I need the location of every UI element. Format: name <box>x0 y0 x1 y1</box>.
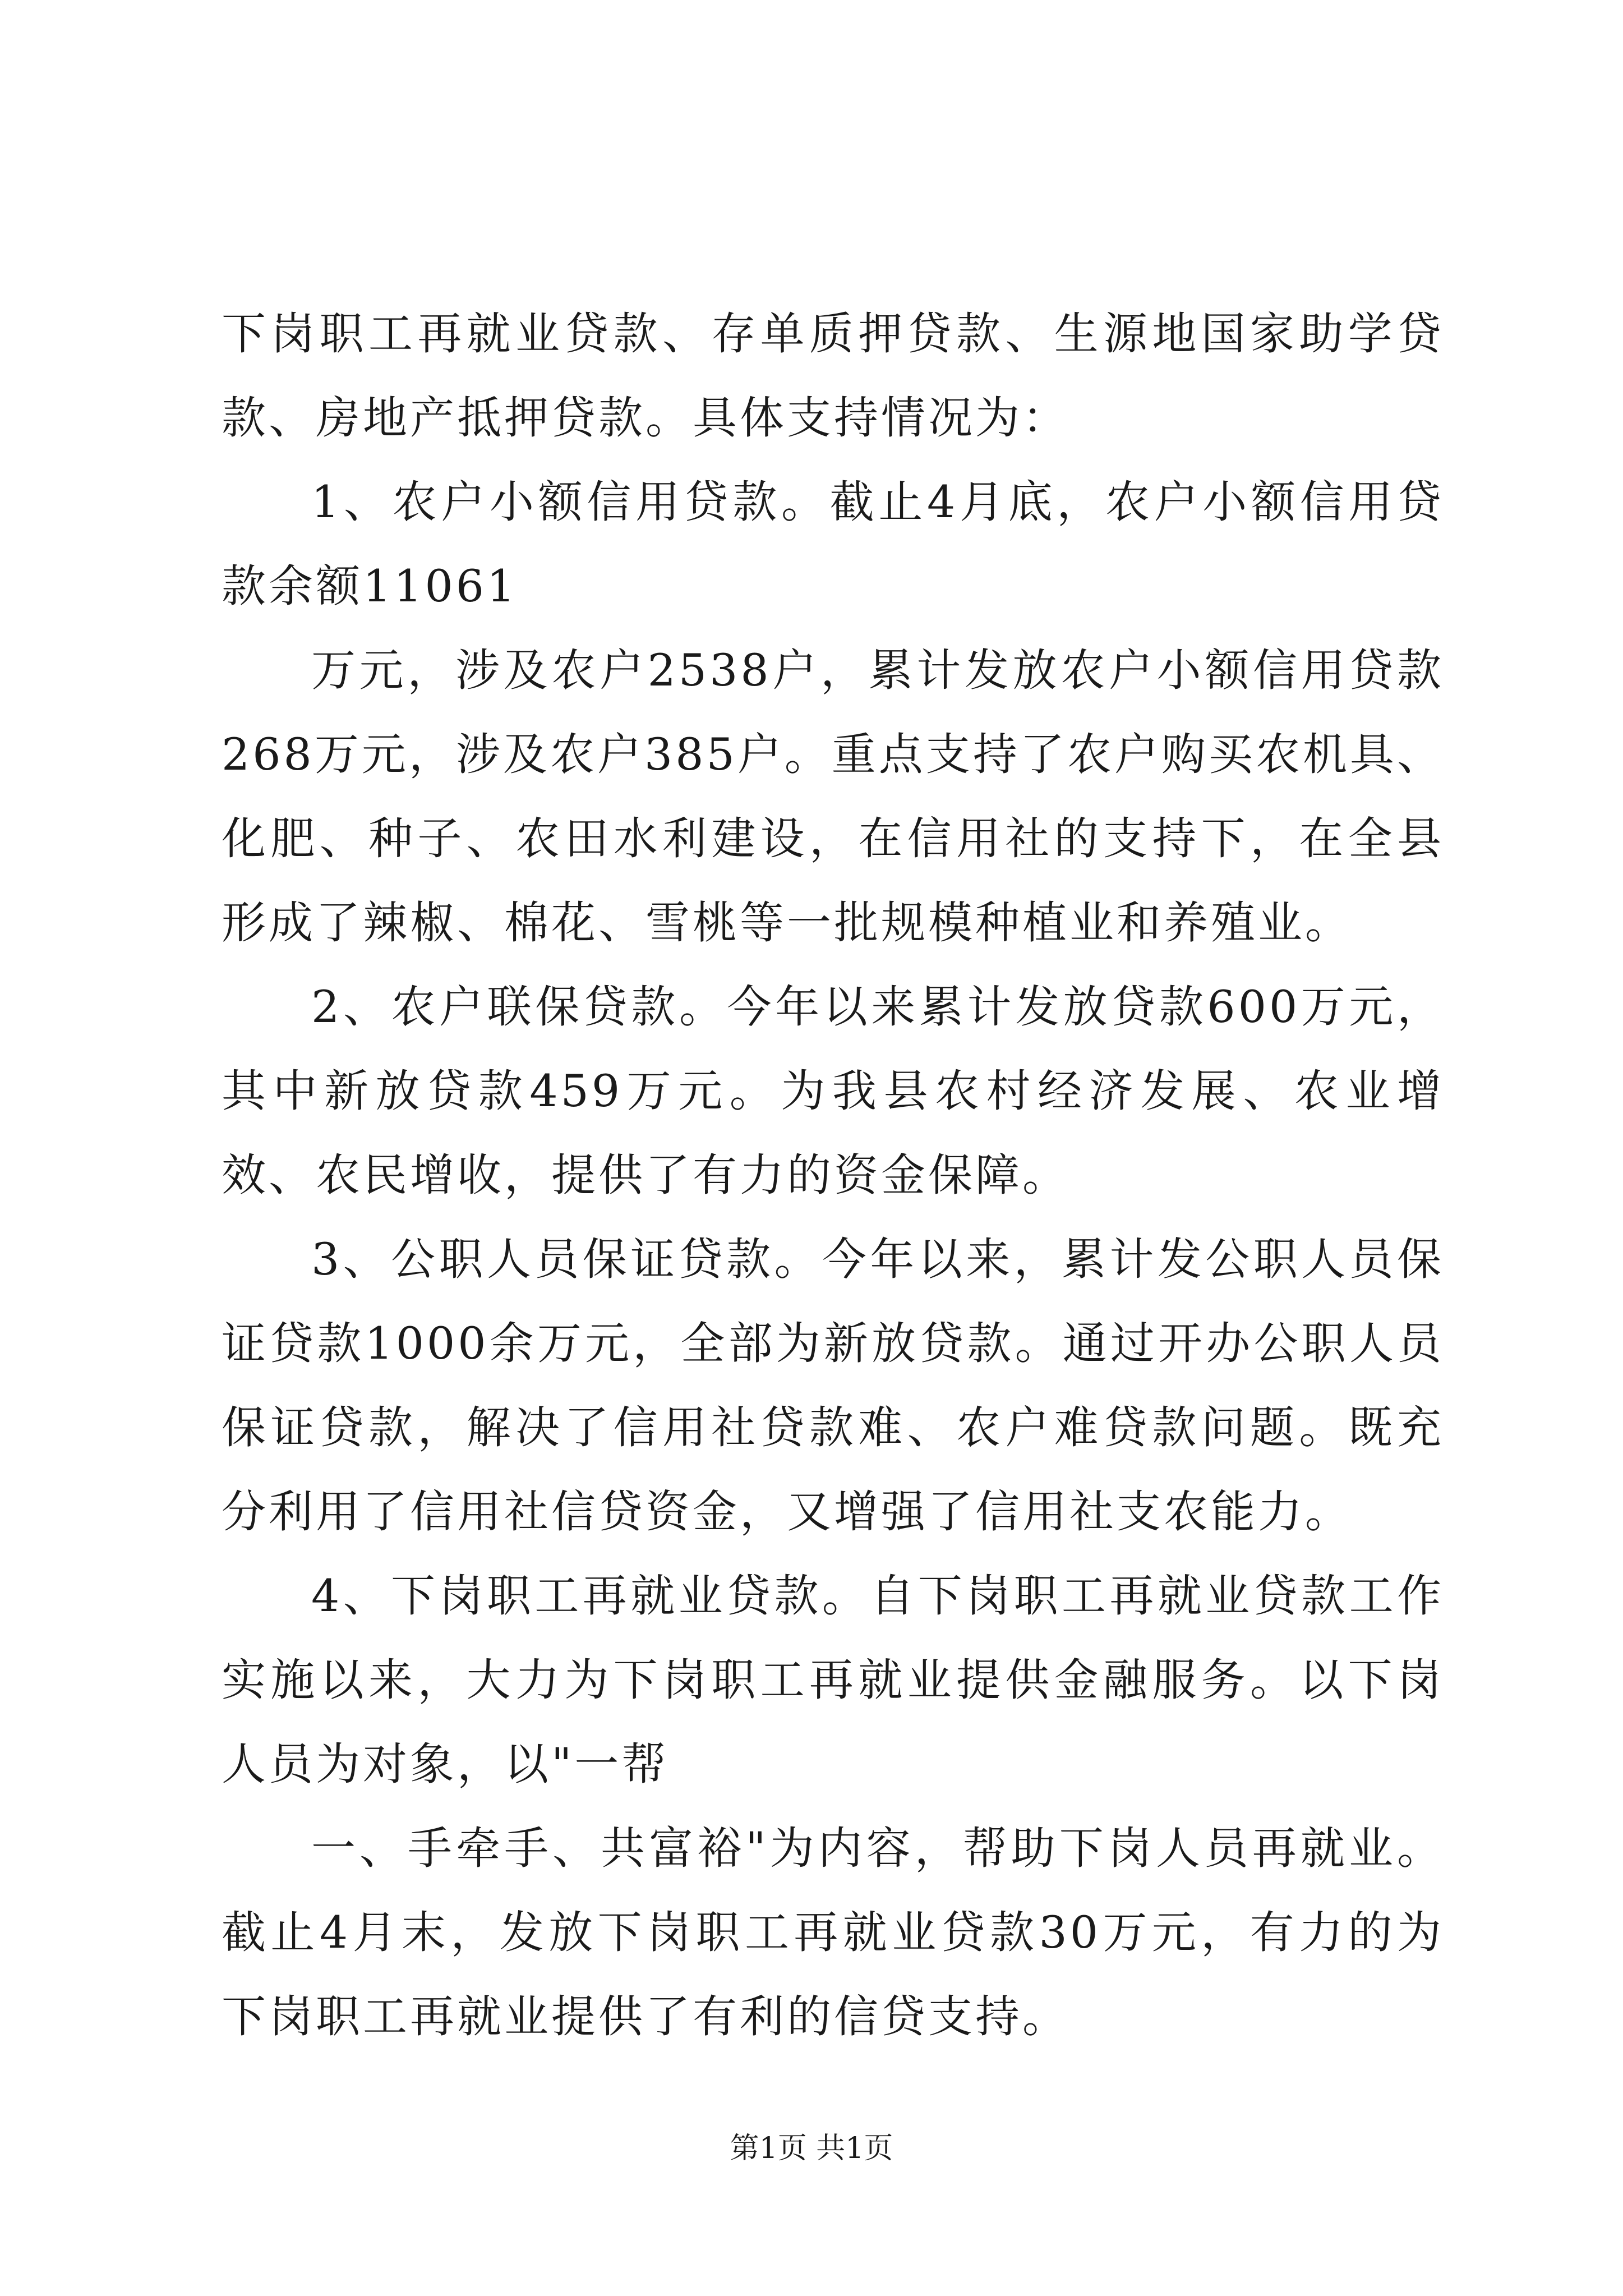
paragraph-item-2: 2、农户联保贷款。今年以来累计发放贷款600万元，其中新放贷款459万元。为我县农村经济发展、农业增效、农民增收，提供了有力的资金保障。 <box>222 981 1444 1201</box>
paragraph-item-1: 1、农户小额信用贷款。截止4月底，农户小额信用贷款余额11061 <box>222 476 1444 612</box>
paragraph-item-3: 3、公职人员保证贷款。今年以来，累计发公职人员保证贷款1000余万元，全部为新放贷款。通过开办公职人员保证贷款，解决了信用社贷款难、农户难贷款问题。既充分利用了信用社信贷资金，又增强了信用社支农能力。 <box>222 1234 1444 1538</box>
paragraph-item-4: 4、下岗职工再就业贷款。自下岗职工再就业贷款工作实施以来，大力为下岗职工再就业提供金融服务。以下岗人员为对象，以"一帮 <box>222 1570 1444 1790</box>
paragraph-item-1-continued: 万元，涉及农户2538户，累计发放农户小额信用贷款268万元，涉及农户385户。重点支持了农户购买农机具、化肥、种子、农田水利建设，在信用社的支持下，在全县形成了辣椒、棉花、雪桃等一批规模种植业和养殖业。 <box>222 645 1444 949</box>
page-number-footer: 第1页 共1页 <box>730 2132 893 2165</box>
document-body <box>222 292 1444 2059</box>
paragraph-continuation: 下岗职工再就业贷款、存单质押贷款、生源地国家助学贷款、房地产抵押贷款。具体支持情况为： <box>222 308 1444 444</box>
paragraph-item-4-continued: 一、手牵手、共富裕"为内容，帮助下岗人员再就业。截止4月末，发放下岗职工再就业贷款30万元，有力的为下岗职工再就业提供了有利的信贷支持。 <box>222 1823 1444 2042</box>
